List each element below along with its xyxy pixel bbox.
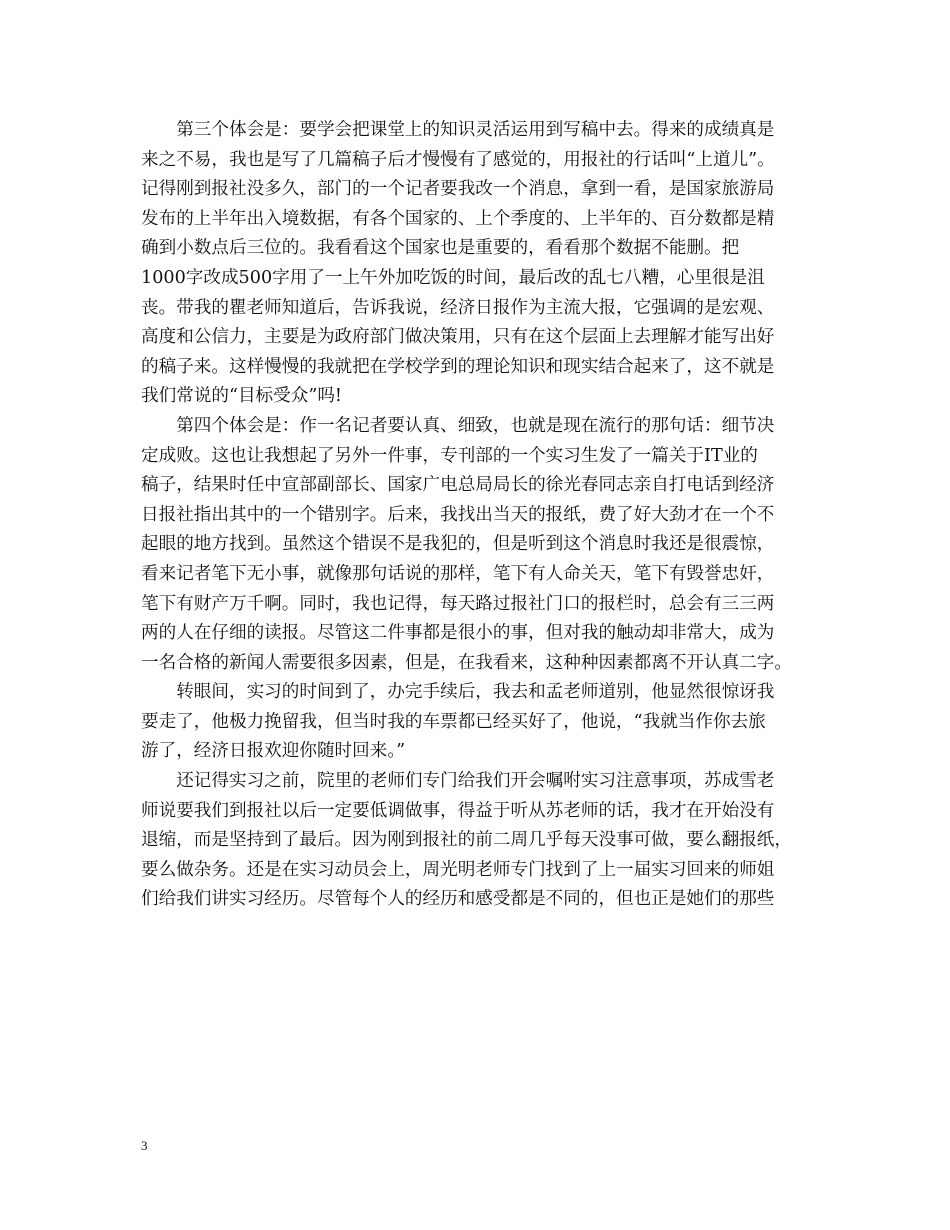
text-line: 1000字改成500字用了一上午外加吃饭的时间，最后改的乱七八糟，心里很是沮: [141, 267, 765, 288]
text-line: 看来记者笔下无小事，就像那句话说的那样，笔下有人命关天，笔下有毁誉忠奸，: [141, 563, 775, 584]
text-line: 记得刚到报社没多久，部门的一个记者要我改一个消息，拿到一看，是国家旅游局: [141, 179, 775, 200]
text-line: 要么做杂务。还是在实习动员会上，周光明老师专门找到了上一届实习回来的师姐: [141, 859, 775, 880]
text-line: 们给我们讲实习经历。尽管每个人的经历和感受都是不同的，但也正是她们的那些: [141, 889, 775, 910]
body-text: [141, 116, 813, 915]
text-line: 退缩，而是坚持到了最后。因为刚到报社的前二周几乎每天没事可做，要么翻报纸，: [141, 830, 792, 851]
text-line: 起眼的地方找到。虽然这个错误不是我犯的，但是听到这个消息时我还是很震惊，: [141, 534, 775, 555]
text-line: 确到小数点后三位的。我看看这个国家也是重要的，看看那个数据不能删。把: [141, 238, 740, 259]
text-line: 游了，经济日报欢迎你随时回来。”: [141, 741, 406, 762]
text-line: 转眼间，实习的时间到了，办完手续后，我去和孟老师道别，他显然很惊讶我: [141, 682, 775, 703]
text-line: 定成败。这也让我想起了另外一件事，专刊部的一个实习生发了一篇关于IT业的: [141, 445, 758, 466]
text-line: 高度和公信力，主要是为政府部门做决策用，只有在这个层面上去理解才能写出好: [141, 327, 775, 348]
text-line: 师说要我们到报社以后一定要低调做事，得益于听从苏老师的话，我才在开始没有: [141, 800, 775, 821]
text-line: 我们常说的“目标受众”吗!: [141, 386, 342, 407]
text-line: 丧。带我的瞿老师知道后，告诉我说，经济日报作为主流大报，它强调的是宏观、: [141, 297, 775, 318]
text-line: 第三个体会是：要学会把课堂上的知识灵活运用到写稿中去。得来的成绩真是: [141, 120, 775, 140]
text-line: 发布的上半年出入境数据，有各个国家的、上个季度的、上半年的、百分数都是精: [141, 208, 775, 229]
text-line: 还记得实习之前，院里的老师们专门给我们开会嘱咐实习注意事项，苏成雪老: [141, 771, 775, 792]
text-line: 一名合格的新闻人需要很多因素，但是，在我看来，这种种因素都离不开认真二字。: [141, 652, 792, 673]
text-line: 笔下有财产万千啊。同时，我也记得，每天路过报社门口的报栏时，总会有三三两: [141, 593, 775, 614]
text-line: 稿子，结果时任中宣部副部长、国家广电总局局长的徐光春同志亲自打电话到经济: [141, 475, 775, 496]
text-line: 要走了，他极力挽留我，但当时我的车票都已经买好了，他说，“我就当作你去旅: [141, 711, 766, 732]
text-line: 来之不易，我也是写了几篇稿子后才慢慢有了感觉的，用报社的行话叫“上道儿”。: [141, 149, 775, 170]
page-number: 3: [141, 1138, 148, 1153]
text-line: 两的人在仔细的读报。尽管这二件事都是很小的事，但对我的触动却非常大，成为: [141, 623, 775, 644]
text-line: 日报社指出其中的一个错别字。后来，我找出当天的报纸，费了好大劲才在一个不: [141, 504, 775, 525]
text-line: 的稿子来。这样慢慢的我就把在学校学到的理论知识和现实结合起来了，这不就是: [141, 356, 775, 377]
text-line: 第四个体会是：作一名记者要认真、细致，也就是现在流行的那句话：细节决: [141, 415, 775, 436]
